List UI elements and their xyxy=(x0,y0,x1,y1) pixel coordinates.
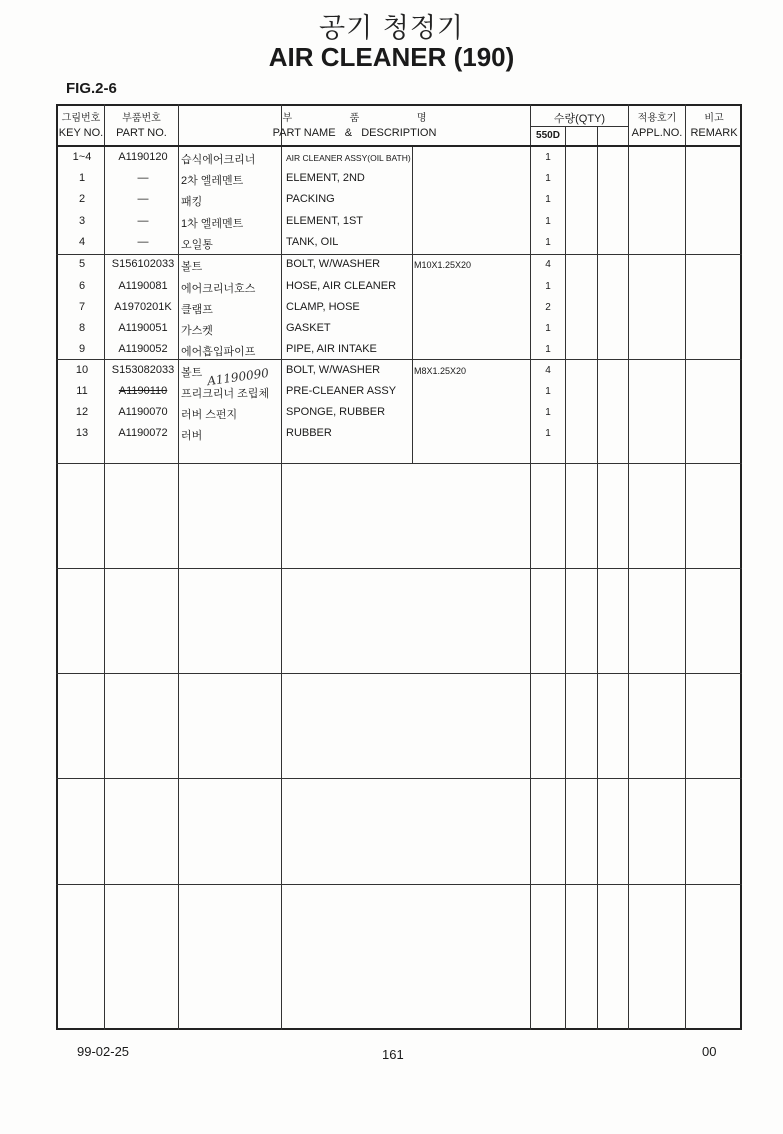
key-no: 8 xyxy=(78,322,86,334)
group-divider xyxy=(56,884,742,885)
key-no: 7 xyxy=(78,301,86,313)
key-no: 12 xyxy=(75,406,89,418)
part-name-english: BOLT, W/WASHER xyxy=(286,364,381,376)
column-divider xyxy=(281,104,282,1030)
column-divider xyxy=(412,146,413,463)
key-no: 10 xyxy=(75,364,89,376)
part-name-english: AIR CLEANER ASSY(OIL BATH) xyxy=(286,153,411,163)
column-divider xyxy=(597,126,598,1030)
part-name-korean: 에어크리너호스 xyxy=(181,283,256,295)
part-name-korean: 러버 xyxy=(181,430,203,442)
handwritten-note: A1190090 xyxy=(206,365,270,389)
part-no: A1970201K xyxy=(114,301,172,313)
group-divider xyxy=(56,463,742,464)
quantity: 1 xyxy=(545,428,551,439)
key-no: 11 xyxy=(76,385,88,397)
part-name-english: BOLT, W/WASHER xyxy=(286,258,381,270)
part-no: A1190072 xyxy=(118,427,168,439)
column-divider xyxy=(565,126,566,1030)
part-no: S153082033 xyxy=(111,364,175,376)
part-name-english: ELEMENT, 2ND xyxy=(286,172,365,184)
quantity: 1 xyxy=(545,344,551,355)
part-no: A1190081 xyxy=(118,280,168,292)
key-no: 3 xyxy=(78,215,86,227)
page-title-korean: 공기 청정기 xyxy=(319,13,464,44)
quantity: 1 xyxy=(545,237,551,248)
part-name-english: SPONGE, RUBBER xyxy=(286,406,386,418)
part-name-english: RUBBER xyxy=(286,427,332,439)
header-remark: 비고 REMARK xyxy=(690,113,738,139)
footer-date: 99-02-25 xyxy=(77,1044,130,1059)
part-name-korean: 오일통 xyxy=(181,239,213,251)
part-name-english: TANK, OIL xyxy=(286,236,339,248)
quantity: 1 xyxy=(545,194,551,205)
group-divider xyxy=(56,254,742,255)
part-no: — xyxy=(137,236,149,248)
revision-number: 00 xyxy=(702,1044,717,1059)
part-name-korean: 클램프 xyxy=(181,304,213,316)
quantity: 1 xyxy=(545,152,551,163)
quantity: 1 xyxy=(545,216,551,227)
part-name-english: CLAMP, HOSE xyxy=(286,301,360,313)
header-key-no: 그림번호 KEY NO. xyxy=(58,113,104,139)
part-name-english: PRE-CLEANER ASSY xyxy=(286,385,397,397)
column-divider xyxy=(530,104,531,1030)
key-no: 9 xyxy=(78,343,86,355)
header-bottom-rule xyxy=(56,145,742,147)
header-part-name: 부 품 명 PART NAME & DESCRIPTION xyxy=(272,113,437,139)
quantity: 1 xyxy=(545,386,551,397)
figure-label: FIG.2-6 xyxy=(66,80,117,97)
part-no: A1190070 xyxy=(118,406,168,418)
part-name-english: HOSE, AIR CLEANER xyxy=(286,280,397,292)
part-no: A1190052 xyxy=(118,343,168,355)
part-name-korean: 1차 엘레멘트 xyxy=(181,218,244,230)
part-name-korean: 에어흡입파이프 xyxy=(181,346,256,358)
part-name-korean: 러버 스펀지 xyxy=(181,409,238,421)
part-no: — xyxy=(137,172,149,184)
part-no: A1190120 xyxy=(118,151,168,163)
quantity: 4 xyxy=(545,259,551,270)
part-name-korean: 볼트 xyxy=(181,367,203,379)
part-name-english: PIPE, AIR INTAKE xyxy=(286,343,377,355)
header-qty-model: 550D xyxy=(536,130,560,141)
part-no: — xyxy=(137,193,149,205)
key-no: 6 xyxy=(78,280,86,292)
quantity: 1 xyxy=(545,323,551,334)
part-name-english: ELEMENT, 1ST xyxy=(286,215,364,227)
header-qty: 수량(QTY) xyxy=(553,113,606,125)
part-no: A1190051 xyxy=(118,322,168,334)
column-divider xyxy=(685,104,686,1030)
group-divider xyxy=(56,568,742,569)
part-name-korean: 2차 엘레멘트 xyxy=(181,175,244,187)
part-spec: M8X1.25X20 xyxy=(414,366,467,376)
part-no-struck: A1190110 xyxy=(118,385,168,397)
quantity: 4 xyxy=(545,365,551,376)
key-no: 2 xyxy=(78,193,86,205)
quantity: 2 xyxy=(545,302,551,313)
key-no: 13 xyxy=(75,427,89,439)
quantity: 1 xyxy=(545,281,551,292)
part-name-korean: 프리크리너 조립체 xyxy=(181,388,270,400)
key-no: 1~4 xyxy=(72,151,92,163)
part-name-english: GASKET xyxy=(286,322,331,334)
header-part-no: 부품번호 PART NO. xyxy=(116,113,167,139)
page-title: AIR CLEANER (190) xyxy=(268,42,515,72)
key-no: 4 xyxy=(78,236,86,248)
header-appl-no: 적용호기 APPL.NO. xyxy=(631,113,683,139)
qty-header-divider xyxy=(530,126,628,127)
part-name-korean: 습식에어크리너 xyxy=(181,154,256,166)
part-no: — xyxy=(137,215,149,227)
quantity: 1 xyxy=(545,407,551,418)
group-divider xyxy=(56,359,742,360)
page-number: 161 xyxy=(382,1047,404,1062)
column-divider xyxy=(628,104,629,1030)
quantity: 1 xyxy=(545,173,551,184)
part-spec: M10X1.25X20 xyxy=(414,260,472,270)
group-divider xyxy=(56,778,742,779)
part-no: S156102033 xyxy=(111,258,175,270)
part-name-english: PACKING xyxy=(286,193,335,205)
group-divider xyxy=(56,673,742,674)
part-name-korean: 볼트 xyxy=(181,261,203,273)
part-name-korean: 패킹 xyxy=(181,196,203,208)
part-name-korean: 가스켓 xyxy=(181,325,213,337)
key-no: 5 xyxy=(78,258,86,270)
key-no: 1 xyxy=(78,172,86,184)
